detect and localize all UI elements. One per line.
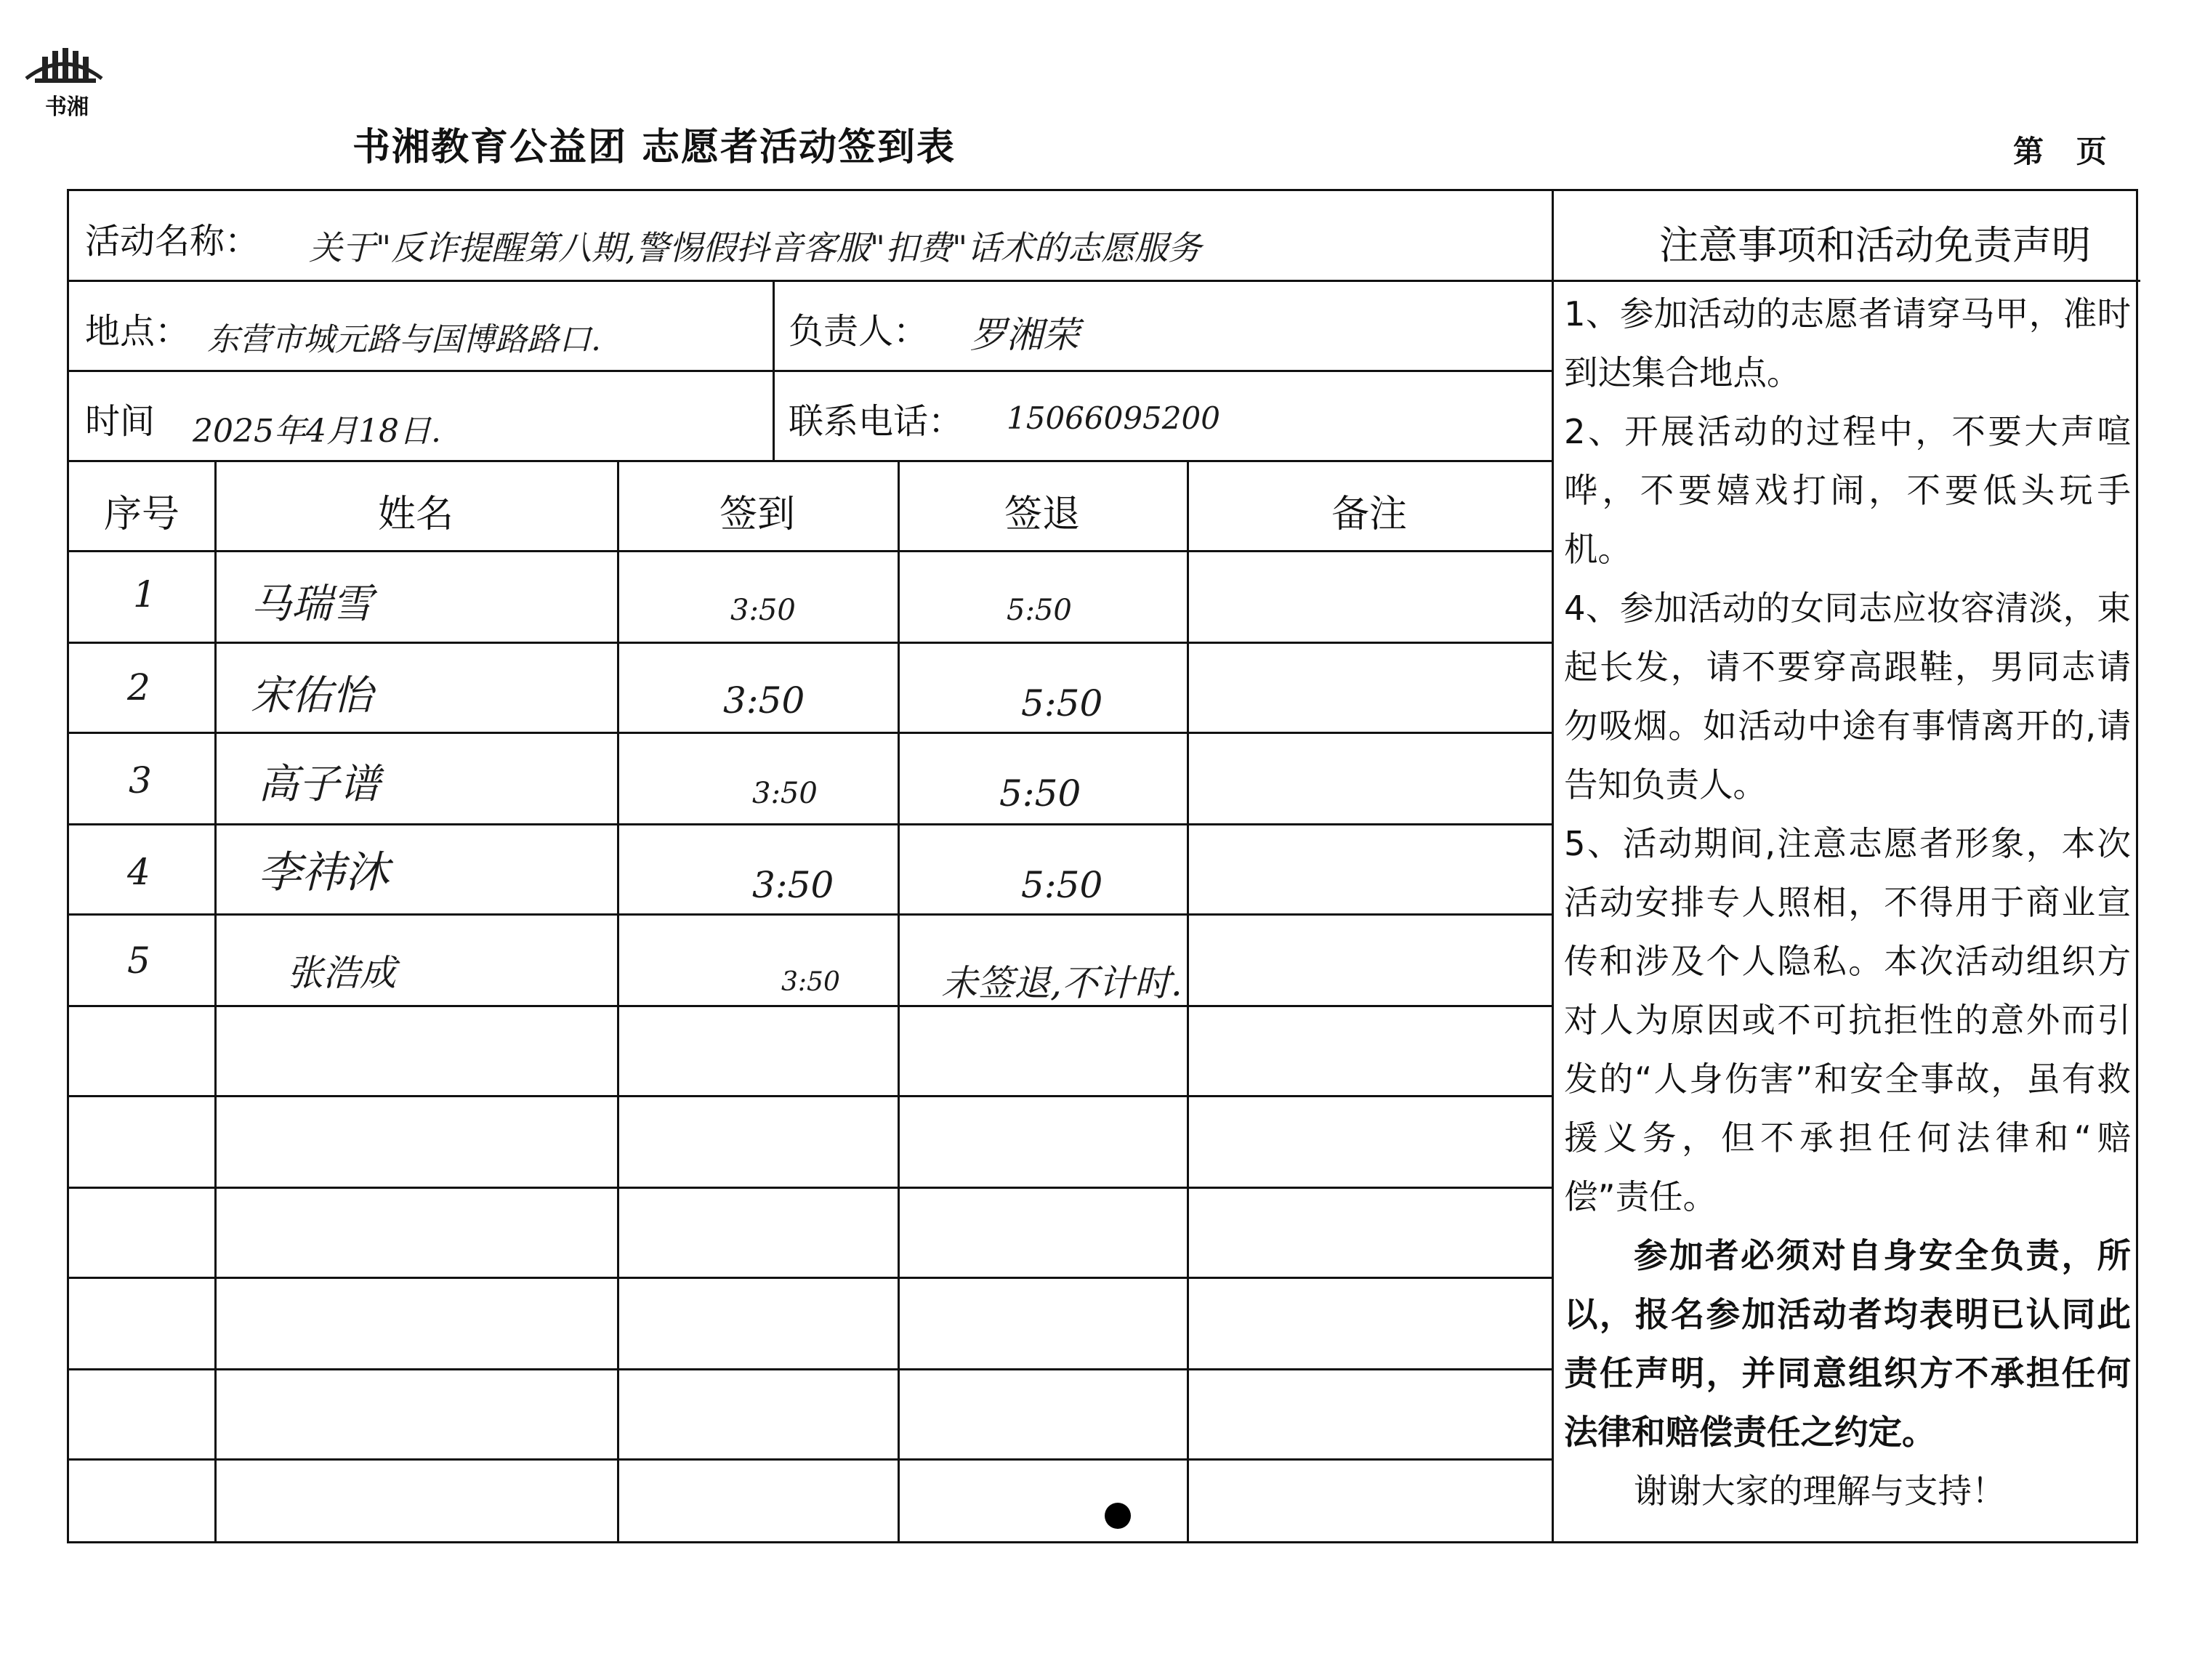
row-sign-out: 5:50 (1021, 682, 1103, 724)
notice-responsibility: 参加者必须对自身安全负责，所以，报名参加活动者均表明已认同此责任声明，并同意组织方不承担任何法律和赔偿责任之约定。 (1564, 1236, 2131, 1452)
notice-title: 注意事项和活动免责声明 (1659, 222, 2091, 268)
row-name: 李祎沐 (258, 847, 389, 898)
row-name: 马瑞雪 (251, 581, 373, 628)
time-value: 2025年4月18日. (193, 413, 441, 450)
header-note: 备注 (1331, 493, 1407, 536)
notice-item: 2、开展活动的过程中，不要大声喧哗，不要嬉戏打闹，不要低头玩手机。 (1564, 412, 2131, 569)
notice-divider (1552, 191, 1554, 1541)
row-sign-out: 5:50 (999, 772, 1081, 815)
page-title: 书湘教育公益团 志愿者活动签到表 (352, 126, 956, 169)
row-name: 张浩成 (287, 952, 396, 994)
row-divider (69, 280, 1552, 282)
time-label: 时间 (85, 401, 156, 442)
row-no: 4 (127, 851, 150, 893)
logo-text: 书湘 (45, 94, 89, 120)
col-divider (617, 460, 619, 1541)
header-sign-in: 签到 (719, 493, 795, 536)
col-divider (214, 460, 217, 1541)
activity-name-value: 关于"反诈提醒第八期,警惕假抖音客服"扣费"话术的志愿服务 (309, 228, 1202, 267)
row-sign-in: 3:50 (752, 777, 818, 810)
row-sign-in: 3:50 (723, 679, 805, 722)
logo (20, 35, 108, 122)
row-divider (69, 1368, 1552, 1370)
row-no: 5 (127, 940, 150, 982)
row-sign-in: 3:50 (781, 967, 840, 997)
row-divider (69, 460, 1552, 462)
row-divider (69, 1095, 1552, 1097)
location-label: 地点： (85, 311, 190, 352)
phone-value: 15066095200 (1007, 400, 1220, 436)
header-no: 序号 (103, 493, 180, 536)
row-divider (69, 823, 1552, 825)
row-sign-out: 未签退,不计时. (941, 962, 1182, 1004)
notice-item: 1、参加活动的志愿者请穿马甲，准时到达集合地点。 (1564, 294, 2131, 392)
notice-item: 4、参加活动的女同志应妆容清淡，束起长发，请不要穿高跟鞋，男同志请勿吸烟。如活动中途有事情离开的,请告知负责人。 (1564, 589, 2131, 804)
header-name: 姓名 (377, 493, 453, 536)
row-no: 2 (127, 666, 150, 708)
row-divider (69, 1005, 1552, 1007)
ink-dot (1105, 1503, 1131, 1529)
activity-name-label: 活动名称： (85, 221, 260, 262)
location-value: 东营市城元路与国博路路口. (207, 321, 601, 358)
row-divider (69, 370, 1552, 372)
row-divider (69, 1277, 1552, 1279)
col-divider (1187, 460, 1189, 1541)
row-divider (69, 642, 1552, 644)
row-sign-out: 5:50 (1021, 864, 1103, 906)
col-divider (898, 460, 900, 1541)
row-no: 3 (129, 759, 152, 801)
row-divider (69, 732, 1552, 734)
row-sign-in: 3:50 (752, 864, 834, 906)
leader-label: 负责人： (789, 311, 929, 352)
logo-building-icon (20, 35, 108, 93)
page-number-label: 第 页 (2013, 134, 2107, 169)
header-sign-out: 签退 (1004, 493, 1080, 536)
info-divider (773, 280, 775, 460)
row-sign-in: 3:50 (730, 594, 796, 627)
row-no: 1 (133, 573, 156, 615)
phone-label: 联系电话： (789, 401, 964, 442)
row-divider (69, 1458, 1552, 1461)
notice-item: 5、活动期间,注意志愿者形象，本次活动安排专人照相，不得用于商业宣传和涉及个人隐私。本次活动组织方对人为原因或不可抗拒性的意外而引发的“人身伤害”和安全事故，虽有救援义务，但不承担任何法律和“赔偿”责任。 (1564, 824, 2131, 1216)
row-divider (69, 913, 1552, 916)
leader-value: 罗湘荣 (970, 314, 1079, 356)
row-divider (69, 550, 1552, 552)
notice-body (1564, 285, 2131, 1521)
row-name: 宋佑怡 (251, 672, 373, 719)
row-divider (69, 1187, 1552, 1189)
row-sign-out: 5:50 (1007, 594, 1072, 627)
row-name: 高子谱 (258, 761, 380, 808)
notice-title-divider (1552, 280, 2140, 282)
notice-thanks: 谢谢大家的理解与支持！ (1634, 1471, 2006, 1511)
